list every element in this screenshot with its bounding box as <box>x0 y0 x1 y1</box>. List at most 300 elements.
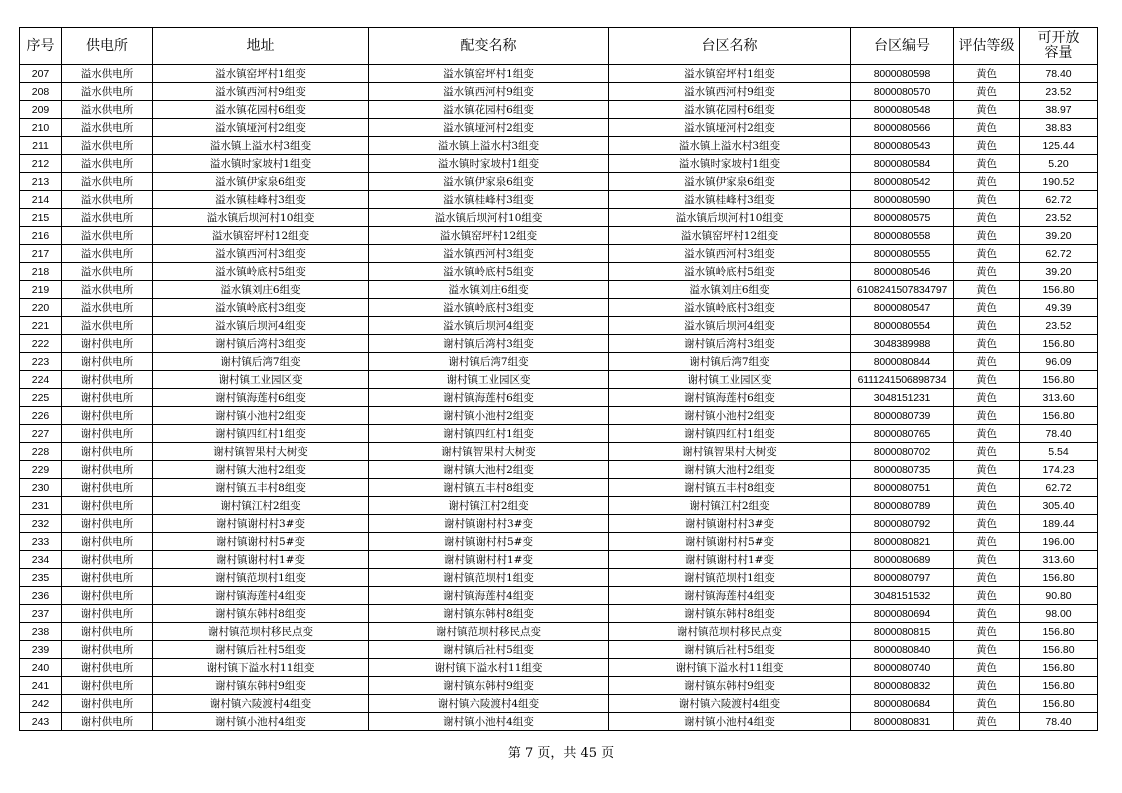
cell-capacity: 78.40 <box>1020 65 1098 83</box>
cell-area-code: 8000080558 <box>851 227 954 245</box>
cell-area-code: 6111241506898734 <box>851 371 954 389</box>
table-row <box>20 569 1098 587</box>
cell-area-code: 3048389988 <box>851 335 954 353</box>
table-row <box>20 443 1098 461</box>
cell-area-code: 8000080548 <box>851 101 954 119</box>
table-row <box>20 299 1098 317</box>
cell-area-code: 8000080765 <box>851 425 954 443</box>
cell-no: 223 <box>20 353 62 371</box>
cell-capacity: 125.44 <box>1020 137 1098 155</box>
cell-address: 谢村镇智果村大树变 <box>153 443 369 461</box>
cell-station: 谢村供电所 <box>62 713 153 731</box>
cell-address: 谢村镇谢村村3#变 <box>153 515 369 533</box>
page-footer: 第 7 页，共 45 页 <box>507 746 615 761</box>
table-row <box>20 101 1098 119</box>
cell-transformer: 谢村镇工业园区变 <box>369 371 609 389</box>
cell-capacity: 62.72 <box>1020 191 1098 209</box>
cell-area-name: 溢水镇西河村9组变 <box>609 83 851 101</box>
cell-rating: 黄色 <box>954 65 1020 83</box>
cell-area-code: 8000080702 <box>851 443 954 461</box>
cell-station: 谢村供电所 <box>62 623 153 641</box>
cell-rating: 黄色 <box>954 569 1020 587</box>
cell-address: 溢水镇上溢水村3组变 <box>153 137 369 155</box>
header-capacity-line2: 容量 <box>1044 45 1073 61</box>
cell-transformer: 溢水镇窑坪村1组变 <box>369 65 609 83</box>
cell-station: 溢水供电所 <box>62 83 153 101</box>
cell-rating: 黄色 <box>954 173 1020 191</box>
cell-station: 谢村供电所 <box>62 497 153 515</box>
cell-station: 谢村供电所 <box>62 515 153 533</box>
cell-capacity: 39.20 <box>1020 263 1098 281</box>
cell-transformer: 溢水镇后坝河4组变 <box>369 317 609 335</box>
cell-area-code: 8000080815 <box>851 623 954 641</box>
cell-rating: 黄色 <box>954 641 1020 659</box>
table-row <box>20 263 1098 281</box>
table-row <box>20 659 1098 677</box>
cell-transformer: 谢村镇后湾村3组变 <box>369 335 609 353</box>
cell-transformer: 溢水镇花园村6组变 <box>369 101 609 119</box>
cell-station: 溢水供电所 <box>62 263 153 281</box>
cell-address: 溢水镇刘庄6组变 <box>153 281 369 299</box>
cell-capacity: 78.40 <box>1020 713 1098 731</box>
cell-address: 溢水镇西河村9组变 <box>153 83 369 101</box>
table-row <box>20 641 1098 659</box>
cell-rating: 黄色 <box>954 515 1020 533</box>
cell-address: 溢水镇窑坪村1组变 <box>153 65 369 83</box>
cell-no: 216 <box>20 227 62 245</box>
cell-area-code: 8000080546 <box>851 263 954 281</box>
cell-station: 谢村供电所 <box>62 569 153 587</box>
cell-address: 溢水镇后坝河村10组变 <box>153 209 369 227</box>
cell-area-code: 8000080554 <box>851 317 954 335</box>
cell-area-code: 8000080584 <box>851 155 954 173</box>
table-row <box>20 695 1098 713</box>
header-no: 序号 <box>20 28 62 65</box>
cell-area-name: 谢村镇下溢水村11组变 <box>609 659 851 677</box>
cell-capacity: 156.80 <box>1020 641 1098 659</box>
cell-transformer: 溢水镇西河村9组变 <box>369 83 609 101</box>
cell-address: 谢村镇范坝村移民点变 <box>153 623 369 641</box>
cell-transformer: 谢村镇范坝村移民点变 <box>369 623 609 641</box>
cell-no: 231 <box>20 497 62 515</box>
cell-area-code: 8000080821 <box>851 533 954 551</box>
cell-station: 溢水供电所 <box>62 155 153 173</box>
cell-area-name: 溢水镇窑坪村1组变 <box>609 65 851 83</box>
cell-address: 溢水镇窑坪村12组变 <box>153 227 369 245</box>
cell-transformer: 谢村镇范坝村1组变 <box>369 569 609 587</box>
cell-capacity: 5.54 <box>1020 443 1098 461</box>
cell-rating: 黄色 <box>954 335 1020 353</box>
cell-no: 238 <box>20 623 62 641</box>
cell-no: 226 <box>20 407 62 425</box>
cell-address: 谢村镇谢村村5#变 <box>153 533 369 551</box>
cell-capacity: 96.09 <box>1020 353 1098 371</box>
cell-rating: 黄色 <box>954 281 1020 299</box>
cell-address: 溢水镇花园村6组变 <box>153 101 369 119</box>
cell-area-name: 谢村镇六陵渡村4组变 <box>609 695 851 713</box>
cell-station: 溢水供电所 <box>62 137 153 155</box>
header-transformer: 配变名称 <box>369 28 609 65</box>
cell-address: 谢村镇六陵渡村4组变 <box>153 695 369 713</box>
cell-no: 233 <box>20 533 62 551</box>
cell-station: 谢村供电所 <box>62 695 153 713</box>
cell-capacity: 189.44 <box>1020 515 1098 533</box>
cell-area-name: 谢村镇谢村村1#变 <box>609 551 851 569</box>
table-row <box>20 551 1098 569</box>
table-row <box>20 425 1098 443</box>
cell-area-code: 8000080832 <box>851 677 954 695</box>
header-area-code: 台区编号 <box>851 28 954 65</box>
cell-capacity: 196.00 <box>1020 533 1098 551</box>
cell-rating: 黄色 <box>954 659 1020 677</box>
table-row <box>20 155 1098 173</box>
cell-station: 溢水供电所 <box>62 119 153 137</box>
cell-no: 212 <box>20 155 62 173</box>
table-row <box>20 713 1098 731</box>
cell-address: 谢村镇工业园区变 <box>153 371 369 389</box>
cell-station: 谢村供电所 <box>62 389 153 407</box>
cell-area-name: 溢水镇垭河村2组变 <box>609 119 851 137</box>
cell-transformer: 溢水镇伊家泉6组变 <box>369 173 609 191</box>
cell-station: 谢村供电所 <box>62 479 153 497</box>
data-table <box>19 27 1098 731</box>
cell-station: 溢水供电所 <box>62 191 153 209</box>
cell-area-code: 8000080547 <box>851 299 954 317</box>
cell-area-code: 8000080566 <box>851 119 954 137</box>
cell-station: 溢水供电所 <box>62 65 153 83</box>
cell-station: 谢村供电所 <box>62 371 153 389</box>
cell-no: 209 <box>20 101 62 119</box>
cell-area-name: 溢水镇时家坡村1组变 <box>609 155 851 173</box>
cell-no: 232 <box>20 515 62 533</box>
cell-no: 234 <box>20 551 62 569</box>
cell-address: 谢村镇后社村5组变 <box>153 641 369 659</box>
cell-area-name: 溢水镇后坝河村10组变 <box>609 209 851 227</box>
cell-area-code: 8000080740 <box>851 659 954 677</box>
cell-station: 谢村供电所 <box>62 605 153 623</box>
cell-rating: 黄色 <box>954 137 1020 155</box>
table-row <box>20 227 1098 245</box>
cell-transformer: 溢水镇岭底村3组变 <box>369 299 609 317</box>
cell-area-code: 8000080789 <box>851 497 954 515</box>
cell-rating: 黄色 <box>954 605 1020 623</box>
cell-area-code: 8000080831 <box>851 713 954 731</box>
cell-area-code: 8000080575 <box>851 209 954 227</box>
cell-area-code: 8000080797 <box>851 569 954 587</box>
cell-rating: 黄色 <box>954 551 1020 569</box>
cell-area-name: 谢村镇东韩村9组变 <box>609 677 851 695</box>
cell-area-name: 谢村镇谢村村3#变 <box>609 515 851 533</box>
cell-area-code: 8000080570 <box>851 83 954 101</box>
cell-transformer: 谢村镇谢村村5#变 <box>369 533 609 551</box>
cell-area-code: 8000080542 <box>851 173 954 191</box>
cell-address: 谢村镇大池村2组变 <box>153 461 369 479</box>
cell-capacity: 39.20 <box>1020 227 1098 245</box>
cell-station: 谢村供电所 <box>62 533 153 551</box>
table-row <box>20 389 1098 407</box>
cell-area-name: 谢村镇大池村2组变 <box>609 461 851 479</box>
cell-transformer: 溢水镇垭河村2组变 <box>369 119 609 137</box>
cell-area-name: 谢村镇五丰村8组变 <box>609 479 851 497</box>
cell-capacity: 156.80 <box>1020 569 1098 587</box>
header-rating: 评估等级 <box>954 28 1020 65</box>
cell-area-code: 6108241507834797 <box>851 281 954 299</box>
table-row <box>20 317 1098 335</box>
cell-station: 溢水供电所 <box>62 245 153 263</box>
cell-rating: 黄色 <box>954 245 1020 263</box>
cell-capacity: 78.40 <box>1020 425 1098 443</box>
cell-capacity: 62.72 <box>1020 245 1098 263</box>
cell-capacity: 156.80 <box>1020 695 1098 713</box>
cell-station: 溢水供电所 <box>62 317 153 335</box>
table-row <box>20 587 1098 605</box>
table-row <box>20 137 1098 155</box>
cell-station: 谢村供电所 <box>62 659 153 677</box>
cell-address: 溢水镇伊家泉6组变 <box>153 173 369 191</box>
cell-transformer: 谢村镇谢村村1#变 <box>369 551 609 569</box>
cell-rating: 黄色 <box>954 677 1020 695</box>
cell-area-name: 谢村镇小池村4组变 <box>609 713 851 731</box>
cell-area-name: 溢水镇桂峰村3组变 <box>609 191 851 209</box>
cell-transformer: 溢水镇刘庄6组变 <box>369 281 609 299</box>
cell-no: 243 <box>20 713 62 731</box>
cell-address: 谢村镇谢村村1#变 <box>153 551 369 569</box>
header-row <box>20 28 1098 65</box>
table-row <box>20 335 1098 353</box>
cell-transformer: 谢村镇谢村村3#变 <box>369 515 609 533</box>
cell-station: 谢村供电所 <box>62 443 153 461</box>
cell-capacity: 313.60 <box>1020 389 1098 407</box>
cell-address: 溢水镇时家坡村1组变 <box>153 155 369 173</box>
cell-area-name: 溢水镇后坝河4组变 <box>609 317 851 335</box>
table-row <box>20 245 1098 263</box>
cell-rating: 黄色 <box>954 497 1020 515</box>
cell-station: 谢村供电所 <box>62 407 153 425</box>
cell-rating: 黄色 <box>954 443 1020 461</box>
cell-capacity: 174.23 <box>1020 461 1098 479</box>
cell-area-name: 谢村镇东韩村8组变 <box>609 605 851 623</box>
cell-rating: 黄色 <box>954 371 1020 389</box>
header-station: 供电所 <box>62 28 153 65</box>
cell-area-name: 溢水镇西河村3组变 <box>609 245 851 263</box>
cell-rating: 黄色 <box>954 407 1020 425</box>
cell-capacity: 156.80 <box>1020 623 1098 641</box>
table-body <box>20 65 1098 731</box>
cell-area-name: 谢村镇海莲村6组变 <box>609 389 851 407</box>
cell-station: 谢村供电所 <box>62 677 153 695</box>
cell-rating: 黄色 <box>954 101 1020 119</box>
cell-area-code: 8000080684 <box>851 695 954 713</box>
cell-address: 谢村镇海莲村6组变 <box>153 389 369 407</box>
cell-address: 溢水镇桂峰村3组变 <box>153 191 369 209</box>
cell-area-code: 8000080694 <box>851 605 954 623</box>
cell-no: 218 <box>20 263 62 281</box>
cell-address: 谢村镇后湾7组变 <box>153 353 369 371</box>
cell-rating: 黄色 <box>954 155 1020 173</box>
cell-no: 225 <box>20 389 62 407</box>
cell-no: 208 <box>20 83 62 101</box>
cell-no: 239 <box>20 641 62 659</box>
cell-area-code: 8000080543 <box>851 137 954 155</box>
cell-transformer: 溢水镇上溢水村3组变 <box>369 137 609 155</box>
cell-transformer: 谢村镇后湾7组变 <box>369 353 609 371</box>
cell-area-code: 8000080689 <box>851 551 954 569</box>
cell-area-name: 谢村镇四红村1组变 <box>609 425 851 443</box>
cell-no: 217 <box>20 245 62 263</box>
cell-area-name: 溢水镇上溢水村3组变 <box>609 137 851 155</box>
table-row <box>20 407 1098 425</box>
cell-area-code: 8000080792 <box>851 515 954 533</box>
cell-area-name: 谢村镇后湾7组变 <box>609 353 851 371</box>
cell-transformer: 谢村镇小池村2组变 <box>369 407 609 425</box>
cell-transformer: 谢村镇下溢水村11组变 <box>369 659 609 677</box>
table-row <box>20 677 1098 695</box>
cell-station: 溢水供电所 <box>62 101 153 119</box>
header-capacity-line1: 可开放 <box>1037 30 1080 46</box>
cell-rating: 黄色 <box>954 713 1020 731</box>
cell-rating: 黄色 <box>954 83 1020 101</box>
cell-no: 221 <box>20 317 62 335</box>
cell-no: 215 <box>20 209 62 227</box>
table-row <box>20 119 1098 137</box>
cell-no: 236 <box>20 587 62 605</box>
cell-transformer: 溢水镇时家坡村1组变 <box>369 155 609 173</box>
cell-area-name: 溢水镇岭底村5组变 <box>609 263 851 281</box>
cell-rating: 黄色 <box>954 299 1020 317</box>
cell-address: 谢村镇小池村2组变 <box>153 407 369 425</box>
cell-capacity: 23.52 <box>1020 317 1098 335</box>
cell-station: 溢水供电所 <box>62 173 153 191</box>
cell-station: 谢村供电所 <box>62 353 153 371</box>
cell-capacity: 313.60 <box>1020 551 1098 569</box>
cell-area-name: 溢水镇刘庄6组变 <box>609 281 851 299</box>
cell-capacity: 62.72 <box>1020 479 1098 497</box>
cell-station: 谢村供电所 <box>62 461 153 479</box>
cell-area-name: 谢村镇范坝村移民点变 <box>609 623 851 641</box>
cell-station: 谢村供电所 <box>62 641 153 659</box>
cell-station: 溢水供电所 <box>62 227 153 245</box>
cell-no: 211 <box>20 137 62 155</box>
cell-area-code: 8000080598 <box>851 65 954 83</box>
table-row <box>20 65 1098 83</box>
cell-station: 谢村供电所 <box>62 335 153 353</box>
cell-address: 谢村镇海莲村4组变 <box>153 587 369 605</box>
cell-address: 谢村镇五丰村8组变 <box>153 479 369 497</box>
cell-no: 241 <box>20 677 62 695</box>
cell-area-code: 3048151532 <box>851 587 954 605</box>
table-row <box>20 353 1098 371</box>
cell-area-code: 8000080751 <box>851 479 954 497</box>
cell-transformer: 溢水镇桂峰村3组变 <box>369 191 609 209</box>
cell-transformer: 谢村镇五丰村8组变 <box>369 479 609 497</box>
table-row <box>20 209 1098 227</box>
cell-transformer: 谢村镇四红村1组变 <box>369 425 609 443</box>
cell-transformer: 谢村镇海莲村6组变 <box>369 389 609 407</box>
cell-address: 溢水镇岭底村5组变 <box>153 263 369 281</box>
table-row <box>20 191 1098 209</box>
cell-capacity: 305.40 <box>1020 497 1098 515</box>
cell-no: 242 <box>20 695 62 713</box>
cell-transformer: 谢村镇六陵渡村4组变 <box>369 695 609 713</box>
cell-capacity: 38.97 <box>1020 101 1098 119</box>
cell-capacity: 190.52 <box>1020 173 1098 191</box>
cell-rating: 黄色 <box>954 461 1020 479</box>
cell-capacity: 156.80 <box>1020 659 1098 677</box>
cell-station: 谢村供电所 <box>62 587 153 605</box>
table-row <box>20 461 1098 479</box>
cell-capacity: 23.52 <box>1020 209 1098 227</box>
cell-no: 210 <box>20 119 62 137</box>
cell-transformer: 谢村镇大池村2组变 <box>369 461 609 479</box>
table-row <box>20 605 1098 623</box>
table-row <box>20 281 1098 299</box>
cell-rating: 黄色 <box>954 587 1020 605</box>
table-row <box>20 497 1098 515</box>
cell-area-name: 谢村镇江村2组变 <box>609 497 851 515</box>
cell-area-name: 溢水镇岭底村3组变 <box>609 299 851 317</box>
cell-transformer: 谢村镇后社村5组变 <box>369 641 609 659</box>
cell-no: 227 <box>20 425 62 443</box>
table-row <box>20 173 1098 191</box>
cell-capacity: 90.80 <box>1020 587 1098 605</box>
cell-capacity: 156.80 <box>1020 371 1098 389</box>
cell-rating: 黄色 <box>954 389 1020 407</box>
cell-rating: 黄色 <box>954 119 1020 137</box>
cell-rating: 黄色 <box>954 425 1020 443</box>
cell-area-code: 8000080840 <box>851 641 954 659</box>
cell-no: 220 <box>20 299 62 317</box>
cell-capacity: 156.80 <box>1020 281 1098 299</box>
cell-capacity: 38.83 <box>1020 119 1098 137</box>
cell-area-name: 谢村镇智果村大树变 <box>609 443 851 461</box>
cell-area-name: 谢村镇工业园区变 <box>609 371 851 389</box>
cell-capacity: 156.80 <box>1020 677 1098 695</box>
cell-area-name: 溢水镇窑坪村12组变 <box>609 227 851 245</box>
cell-area-code: 8000080555 <box>851 245 954 263</box>
cell-capacity: 156.80 <box>1020 407 1098 425</box>
cell-address: 谢村镇下溢水村11组变 <box>153 659 369 677</box>
cell-station: 溢水供电所 <box>62 299 153 317</box>
cell-address: 谢村镇东韩村8组变 <box>153 605 369 623</box>
cell-rating: 黄色 <box>954 695 1020 713</box>
cell-rating: 黄色 <box>954 317 1020 335</box>
cell-area-code: 8000080739 <box>851 407 954 425</box>
cell-transformer: 谢村镇小池村4组变 <box>369 713 609 731</box>
cell-area-code: 8000080735 <box>851 461 954 479</box>
cell-transformer: 谢村镇东韩村9组变 <box>369 677 609 695</box>
cell-no: 240 <box>20 659 62 677</box>
cell-address: 谢村镇四红村1组变 <box>153 425 369 443</box>
cell-area-name: 溢水镇花园村6组变 <box>609 101 851 119</box>
table-row <box>20 371 1098 389</box>
cell-transformer: 谢村镇江村2组变 <box>369 497 609 515</box>
cell-no: 230 <box>20 479 62 497</box>
cell-address: 溢水镇后坝河4组变 <box>153 317 369 335</box>
cell-area-name: 谢村镇谢村村5#变 <box>609 533 851 551</box>
cell-rating: 黄色 <box>954 533 1020 551</box>
cell-station: 谢村供电所 <box>62 551 153 569</box>
cell-capacity: 156.80 <box>1020 335 1098 353</box>
cell-address: 谢村镇范坝村1组变 <box>153 569 369 587</box>
cell-rating: 黄色 <box>954 209 1020 227</box>
cell-transformer: 溢水镇窑坪村12组变 <box>369 227 609 245</box>
cell-area-name: 溢水镇伊家泉6组变 <box>609 173 851 191</box>
table-row <box>20 533 1098 551</box>
cell-capacity: 5.20 <box>1020 155 1098 173</box>
header-area-name: 台区名称 <box>609 28 851 65</box>
cell-address: 谢村镇后湾村3组变 <box>153 335 369 353</box>
cell-address: 溢水镇西河村3组变 <box>153 245 369 263</box>
